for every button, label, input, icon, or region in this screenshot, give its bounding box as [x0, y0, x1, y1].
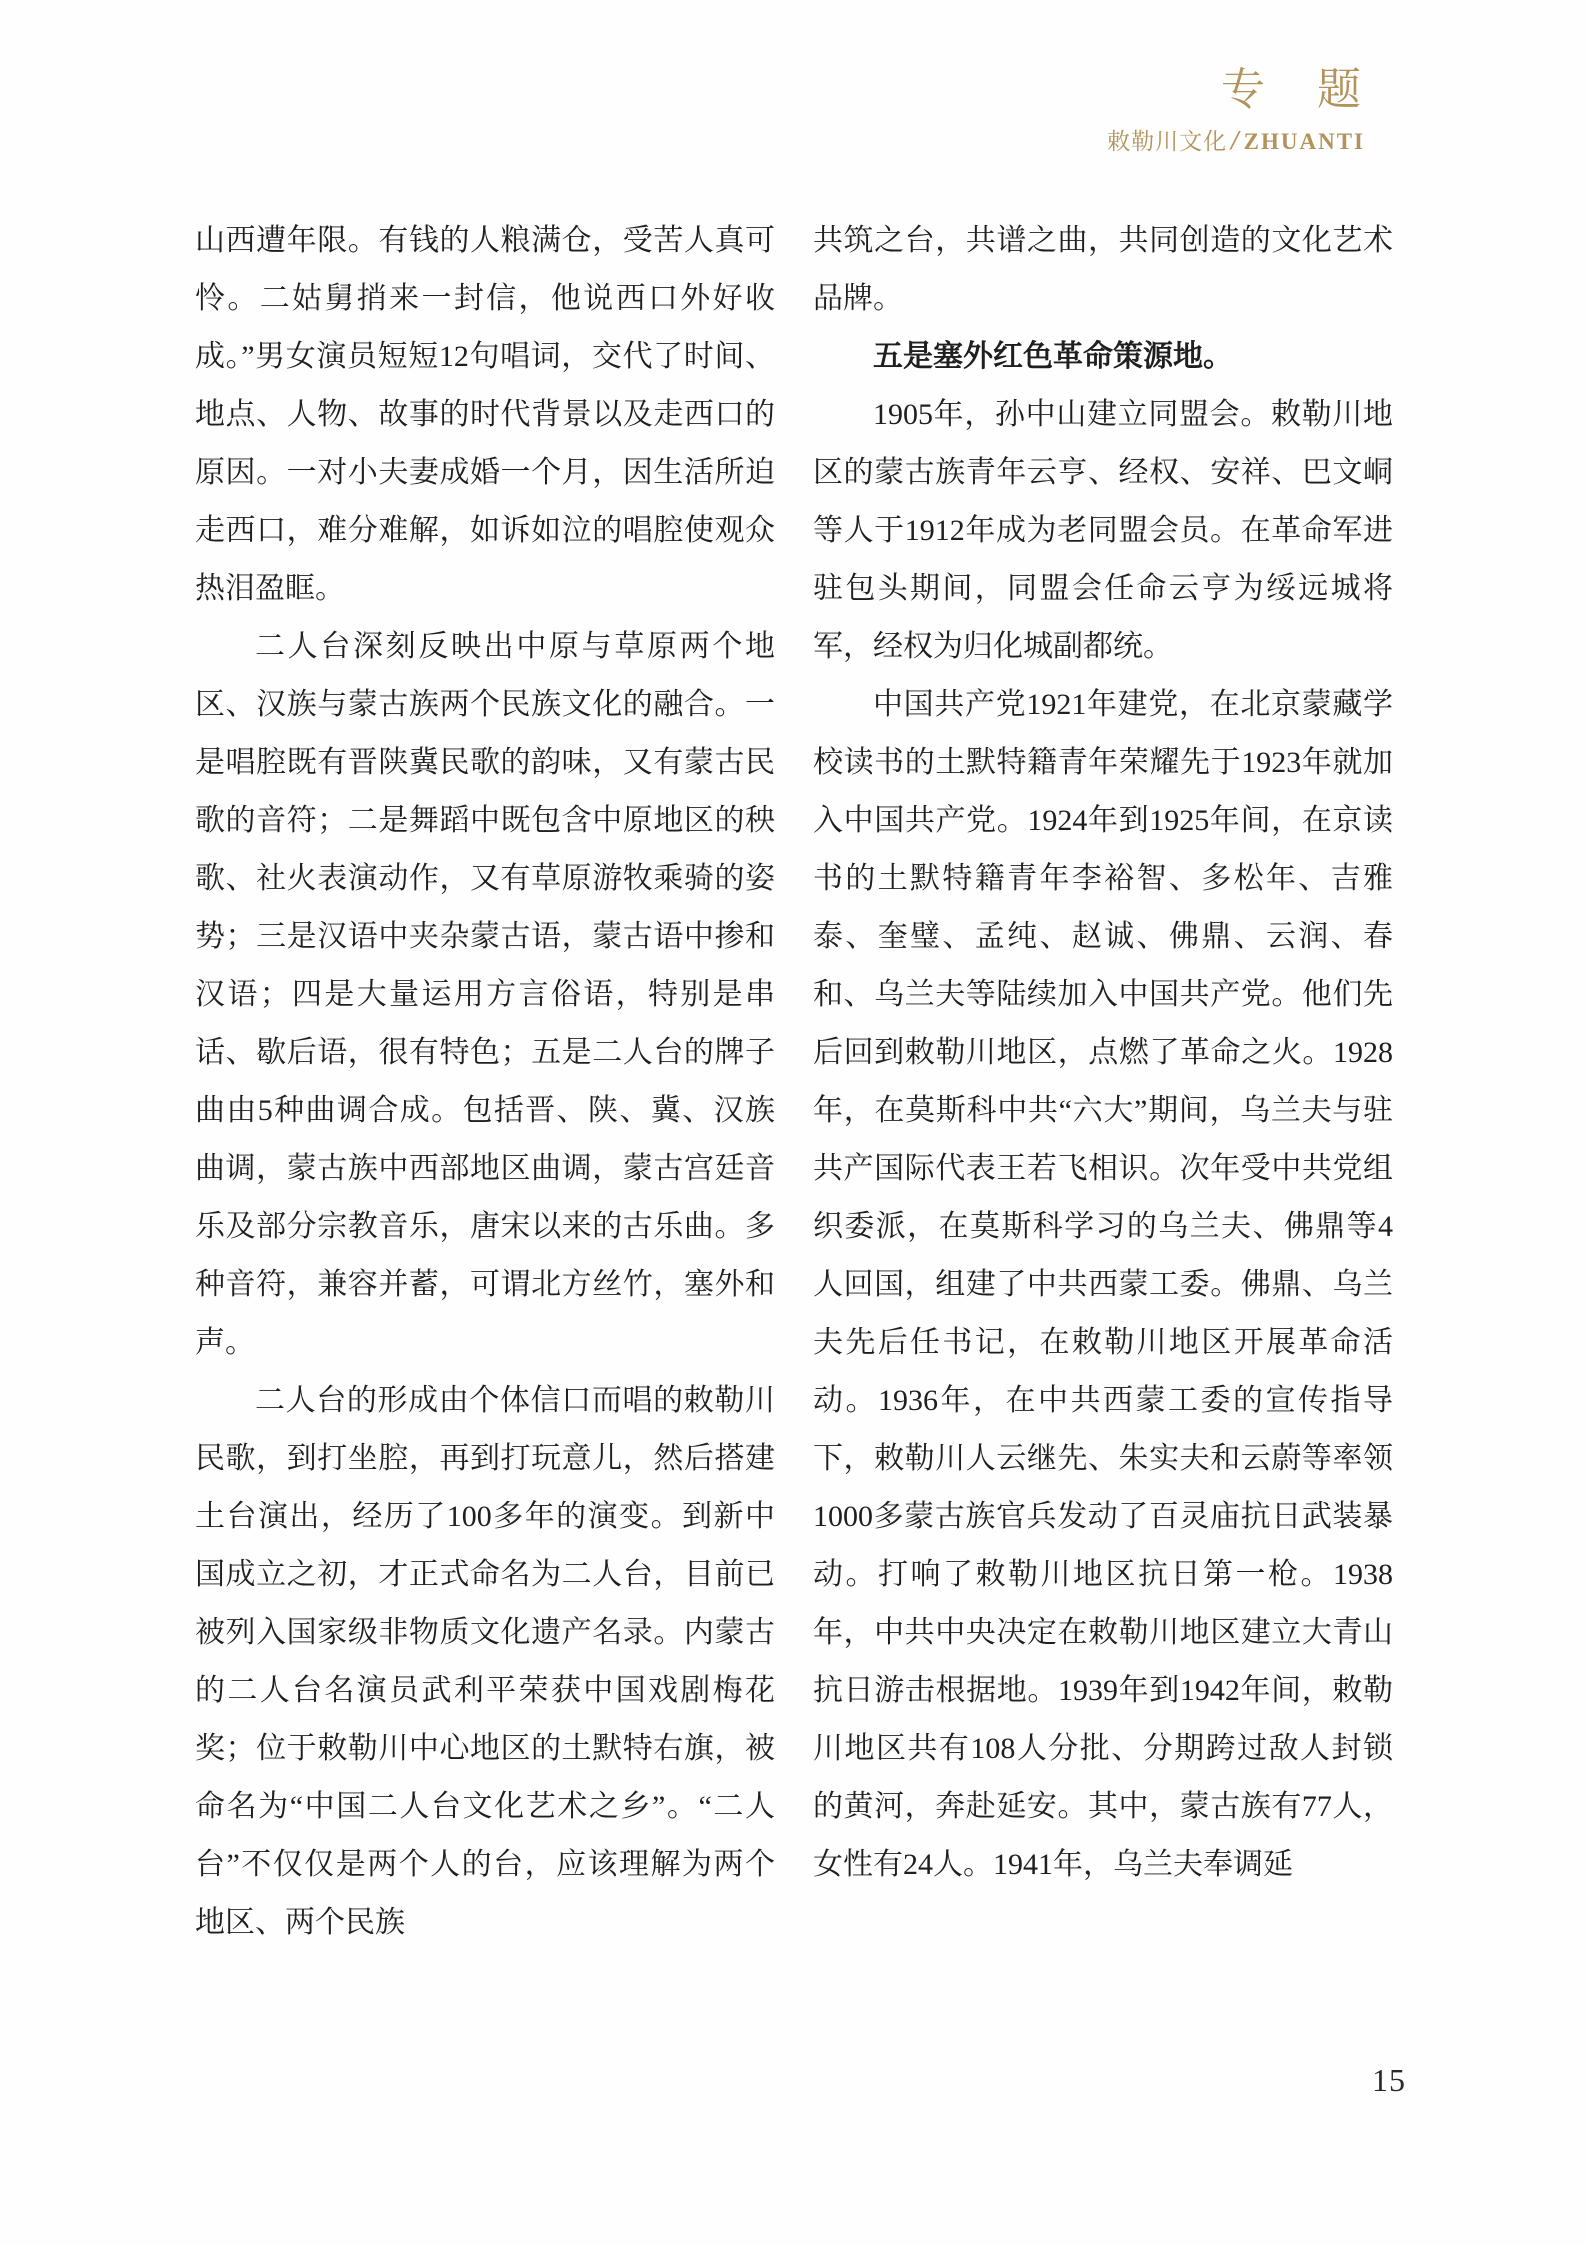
subtitle-chinese: 敕勒川文化: [1107, 128, 1228, 154]
page-footer: [1372, 2062, 1406, 2099]
paragraph: 二人台的形成由个体信口而唱的敕勒川民歌，到打坐腔，再到打玩意儿，然后搭建土台演出，经历了100多年的演变。到新中国成立之初，才正式命名为二人台，目前已被列入国家级非物质文化遗产名录。内蒙古的二人台名演员武利平荣获中国戏剧梅花奖；位于敕勒川中心地区的土默特右旗，被命名为“中国二人台文化艺术之乡”。“二人台”不仅仅是两个人的台，应该理解为两个地区、两个民族: [195, 1384, 775, 1939]
page-number: 15: [1372, 2062, 1406, 2098]
paragraph: 1905年，孙中山建立同盟会。敕勒川地区的蒙古族青年云亨、经权、安祥、巴文峒等人于1912年成为老同盟会员。在革命军进驻包头期间，同盟会任命云亨为绥远城将军，经权为归化城副都统。: [813, 398, 1393, 663]
paragraph: 二人台深刻反映出中原与草原两个地区、汉族与蒙古族两个民族文化的融合。一是唱腔既有晋陕冀民歌的韵味，又有蒙古民歌的音符；二是舞蹈中既包含中原地区的秧歌、社火表演动作，又有草原游牧乘骑的姿势；三是汉语中夹杂蒙古语，蒙古语中掺和汉语；四是大量运用方言俗语，特别是串话、歇后语，很有特色；五是二人台的牌子曲由5种曲调合成。包括晋、陕、冀、汉族曲调，蒙古族中西部地区曲调，蒙古宫廷音乐及部分宗教音乐，唐宋以来的古乐曲。多种音符，兼容并蓄，可谓北方丝竹，塞外和声。: [195, 630, 775, 1359]
subtitle-english: ZHUANTI: [1243, 128, 1365, 154]
article-body: [195, 212, 1393, 1952]
section-heading: 五是塞外红色革命策源地。: [873, 340, 1233, 373]
page-header: [1107, 64, 1365, 156]
paragraph-continuation: 山西遭年限。有钱的人粮满仓，受苦人真可怜。二姑舅捎来一封信，他说西口外好收成。”男女演员短短12句唱词，交代了时间、地点、人物、故事的时代背景以及走西口的原因。一对小夫妻成婚一个月，因生活所迫走西口，难分难解，如诉如泣的唱腔使观众热泪盈眶。: [195, 224, 775, 605]
paragraph-continuation: 共筑之台，共谱之曲，共同创造的文化艺术品牌。: [813, 224, 1393, 315]
section-title: 专 题: [1221, 65, 1365, 114]
subtitle-divider-slash: /: [1231, 124, 1240, 155]
paragraph: 中国共产党1921年建党，在北京蒙藏学校读书的土默特籍青年荣耀先于1923年就加入中国共产党。1924年到1925年间，在京读书的土默特籍青年李裕智、多松年、吉雅泰、奎璧、孟纯、赵诚、佛鼎、云润、春和、乌兰夫等陆续加入中国共产党。他们先后回到敕勒川地区，点燃了革命之火。1928年，在莫斯科中共“六大”期间，乌兰夫与驻共产国际代表王若飞相识。次年受中共党组织委派，在莫斯科学习的乌兰夫、佛鼎等4人回国，组建了中共西蒙工委。佛鼎、乌兰夫先后任书记，在敕勒川地区开展革命活动。1936年，在中共西蒙工委的宣传指导下，敕勒川人云继先、朱实夫和云蔚等率领1000多蒙古族官兵发动了百灵庙抗日武装暴动。打响了敕勒川地区抗日第一枪。1938年，中共中央决定在敕勒川地区建立大青山抗日游击根据地。1939年到1942年间，敕勒川地区共有108人分批、分期跨过敌人封锁的黄河，奔赴延安。其中，蒙古族有77人，女性有24人。1941年，乌兰夫奉调延: [813, 688, 1393, 1881]
section-subtitle: [1107, 123, 1365, 156]
right-column: [813, 212, 1393, 1952]
left-column: [195, 212, 775, 1952]
